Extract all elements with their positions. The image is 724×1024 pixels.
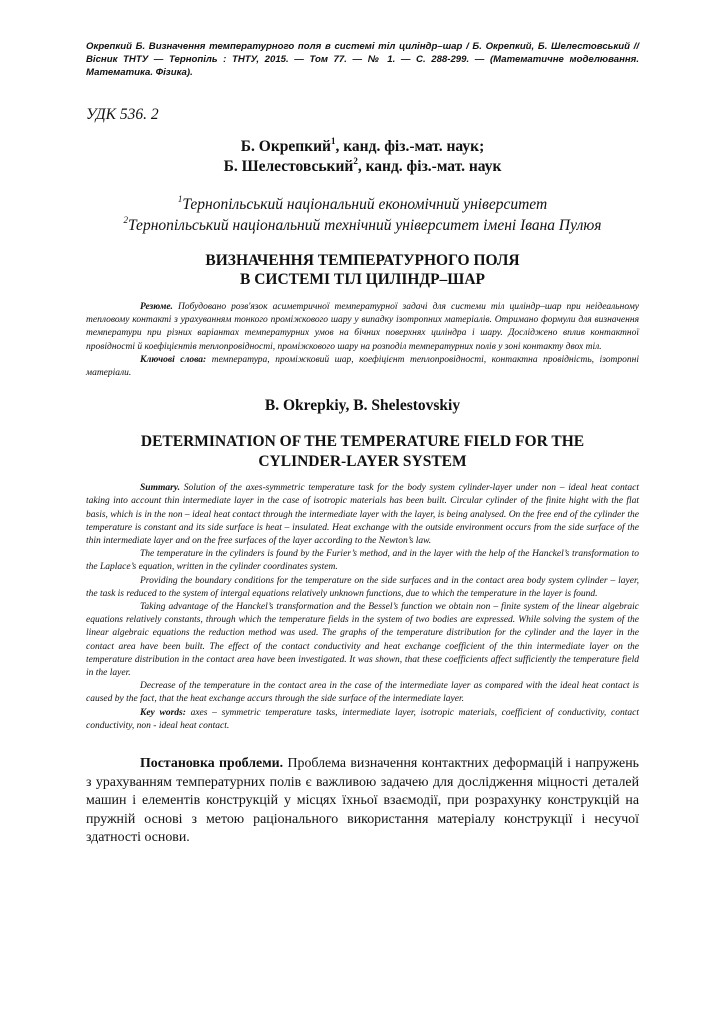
authors-en: B. Okrepkiy, B. Shelestovskiy (264, 397, 461, 415)
keywords-en-label: Key words: (140, 707, 186, 718)
keywords-en (86, 707, 639, 733)
affiliation-text: Тернопільський національний економічний університет (182, 196, 548, 213)
keywords-uk (86, 354, 639, 380)
summary-paragraph: Decrease of the temperature in the contact area in the case of the intermediate layer as compared with the ideal heat contact is caused by the fact, that the heat exchange accurs through the side surface of the intermediate layer. (86, 681, 639, 705)
affiliations (86, 194, 639, 236)
body-text: Проблема визначення контактних деформацій і напружень з урахуванням температурних полів є важливою задачею для дослідження міцності деталей машин і елементів конструкцій у місцях їхньої взаємодії, при розрахунку конструкцій на пружній основі з метою раціонального використання матеріалу конструкції і несучої здатності основи. (86, 756, 639, 846)
authors-uk (86, 137, 639, 177)
abstract-uk-body: Побудовано розв'язок асиметричної температурної задачі для системи тіл циліндр–шар при неідеальному тепловому контакті з урахуванням тонкого проміжкового шару у випадку ізотропних матеріалів. Отримано формули для визначення температури при різних варіантах температурних умов на бічних поверхнях циліндра і шару. Досліджено вплив контактної провідності й коефіцієнтів теплопровідності, проміжкового шару на розподіл температурних полів у зоні контакту двох тіл. (86, 302, 639, 352)
affiliation-line (86, 215, 639, 236)
author-line (86, 157, 639, 177)
affiliation-sup: 2 (123, 215, 128, 225)
author-name: Б. Окрепкий (240, 138, 331, 155)
summary-text: Solution of the axes-symmetric temperature task for the body system cylinder-layer under non – ideal heat contact taking into account thin intermediate layer in the case of isotropic materials has been built. Circular cylinder of the finite hight with the flat basis, which is in the non – ideal heat contact through the intermediate layer with the layer, is being analysed. On the free end of the cylinder the temperature is constant and its side surface is heat – insulated. Heat exchange with the outside environment occurs from the side surface of the thin intermediate layer and on the free surfaces of the layer according to the Newton’s law. (86, 483, 639, 547)
section-heading: Постановка проблеми. (140, 756, 284, 772)
author-line (86, 137, 639, 157)
title-en-line: CYLINDER-LAYER SYSTEM (258, 453, 467, 471)
paper-page (86, 40, 639, 848)
title-uk-line: ВИЗНАЧЕННЯ ТЕМПЕРАТУРНОГО ПОЛЯ (205, 252, 520, 269)
keywords-uk-text: температура, проміжковий шар, коефіцієнт теплопровідності, контактна провідність, ізотропні матеріали. (86, 354, 639, 379)
author-sup: 1 (330, 136, 336, 146)
title-uk-line: В СИСТЕМІ ТІЛ ЦИЛІНДР–ШАР (240, 271, 485, 288)
author-name: Б. Шелестовський (223, 158, 354, 175)
udk-code: УДК 536. 2 (86, 106, 159, 123)
affiliation-sup: 1 (177, 194, 183, 204)
abstract-uk (86, 301, 639, 380)
abstract-uk-label: Резюме. (140, 302, 173, 312)
title-en (86, 432, 639, 472)
title-uk (86, 251, 639, 289)
affiliation-text: Тернопільський національний технічний університет імені Івана Пулюя (128, 217, 602, 234)
author-sup: 2 (353, 156, 358, 166)
author-degree: , канд. фіз.-мат. наук; (335, 138, 485, 155)
summary-label: Summary. (140, 483, 181, 494)
title-en-line: DETERMINATION OF THE TEMPERATURE FIELD FOR THE (140, 433, 585, 451)
keywords-uk-label: Ключові слова: (140, 354, 207, 365)
summary-paragraph: Providing the boundary conditions for the temperature on the side surfaces and in the contact area body system cylinder – layer, the task is reduced to the system of intergal equations relatively unknown functions, due to which the temperature in the layer is found. (86, 575, 639, 599)
summary-en (86, 482, 639, 733)
abstract-uk-text (86, 301, 639, 354)
citation: Окрепкий Б. Визначення температурного поля в системі тіл циліндр–шар / Б. Окрепкий, Б. Шелестовський // Вісник ТНТУ — Тернопіль : ТНТУ, 2015. — Том 77. — № 1. — С. 288-299. — (Математичне моделювання. Математика. Фізика). (86, 41, 639, 78)
summary-paragraph: The temperature in the cylinders is found by the Furier’s method, and in the layer with the help of the Hanckel’s transformation to the Laplace’s equation, written in the cylinder coordinates system. (86, 549, 639, 573)
summary-paragraph: Taking advantage of the Hanckel’s transformation and the Bessel’s function we obtain non – finite system of the linear algebraic equations relatively constants, through which the temperature fields in the system of two bodies are expressed. While solving the system of the linear algebraic equations the reduction method was used. The graphs of the temperature distribution for the cylinder and the layer in the contact area have been built. The effect of the contact conductivity and heat exchange coefficient of the thin intermediate layer on the temperature distribution in the contact area have been investigated. It was shown, that these coefficients affect sufficiently the temperature field in the layer. (86, 602, 639, 679)
body-paragraph (86, 755, 639, 848)
keywords-en-text: axes – symmetric temperature tasks, intermediate layer, isotropic materials, coefficient of conductivity, contact conductivity, non - ideal heat contact. (86, 707, 639, 731)
author-degree: , канд. фіз.-мат. наук (357, 158, 502, 175)
summary-paragraph (86, 482, 639, 548)
affiliation-line (86, 194, 639, 215)
